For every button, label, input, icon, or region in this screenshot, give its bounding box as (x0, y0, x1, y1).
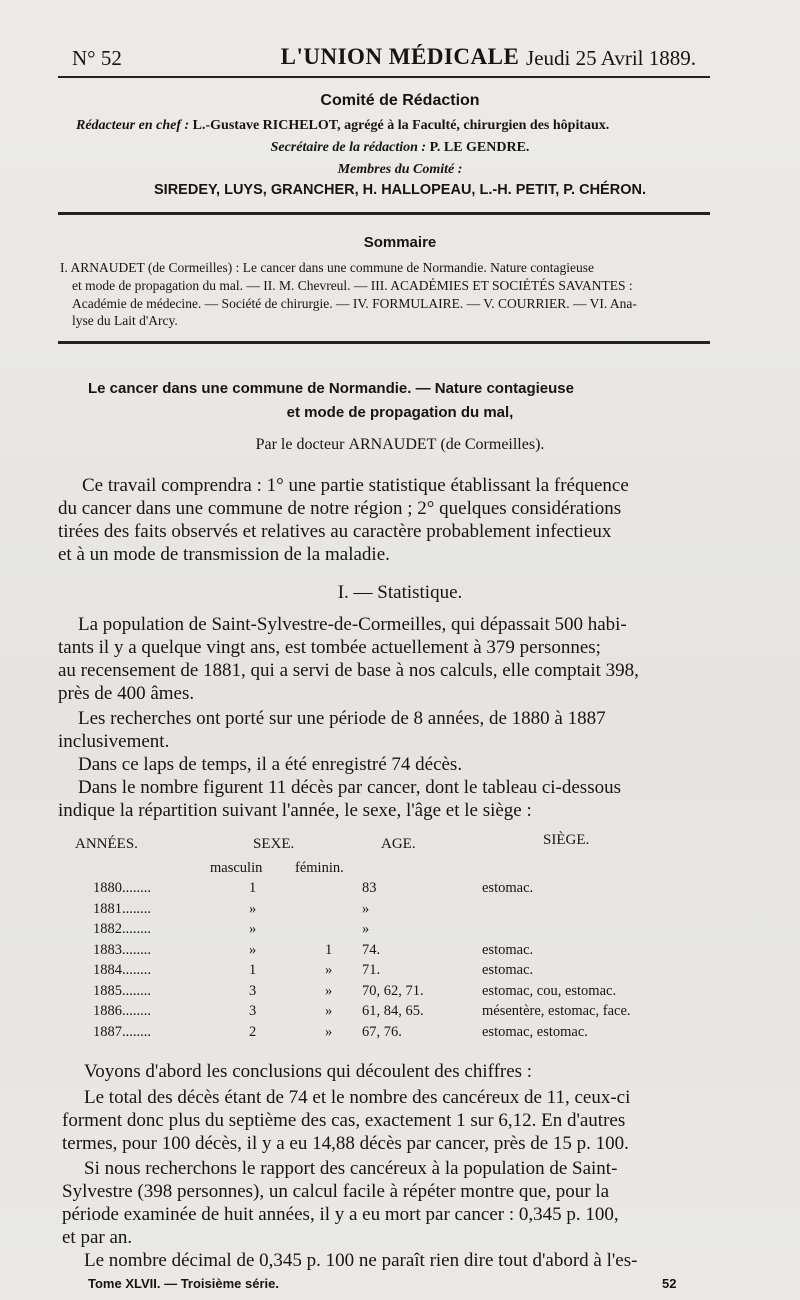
table-cell-male: 3 (249, 983, 257, 999)
paragraph-line: forment donc plus du septième des cas, exactement 1 sur 6,12. En d'autres (62, 1110, 626, 1131)
table-cell-siege: estomac. (482, 880, 534, 896)
table-header-age: AGE. (381, 836, 416, 852)
paragraph-line: période examinée de huit années, il y a eu mort par cancer : 0,345 p. 100, (62, 1204, 619, 1225)
author-name: ARNAUDET (348, 436, 437, 453)
table-cell-age: 67, 76. (362, 1024, 402, 1040)
members-label: Membres du Comité : (337, 162, 463, 177)
article-author (0, 436, 800, 454)
table-cell-male: 1 (249, 962, 257, 978)
paragraph-line: indique la répartition suivant l'année, le sexe, l'âge et le siège : (58, 800, 532, 821)
table-cell-year: 1883........ (93, 942, 151, 958)
table-cell-male: 2 (249, 1024, 257, 1040)
table-cell-age: 71. (362, 962, 381, 978)
table-cell-year: 1887........ (93, 1024, 151, 1040)
paragraph-line: termes, pour 100 décès, il y a eu 14,88 décès par cancer, près de 15 p. 100. (62, 1133, 629, 1154)
table-header-year: ANNÉES. (75, 836, 138, 852)
secretary-name: P. LE GENDRE. (429, 140, 530, 155)
article-title-line: Le cancer dans une commune de Normandie. — Nature contagieuse (88, 380, 574, 397)
table-cell-male: 3 (249, 1003, 257, 1019)
table-cell-year: 1880........ (93, 880, 151, 896)
table-cell-female: » (325, 1003, 333, 1019)
paragraph-line: Le total des décès étant de 74 et le nombre des cancéreux de 11, ceux-ci (84, 1087, 631, 1108)
section-heading (0, 582, 800, 604)
table-cell-siege: estomac, cou, estomac. (482, 983, 617, 999)
paragraph-line: et à un mode de transmission de la maladie. (58, 544, 390, 565)
table-cell-siege: mésentère, estomac, face. (482, 1003, 631, 1019)
footer-page-number: 52 (662, 1276, 677, 1291)
paragraph-line: tirées des faits observés et relatives au caractère probablement infectieux (58, 521, 612, 542)
committee-rule (58, 212, 710, 215)
sommaire-line: I. ARNAUDET (de Cormeilles) : Le cancer dans une commune de Normandie. Nature contagieuse (60, 260, 594, 275)
paragraph-line: inclusivement. (58, 731, 170, 752)
paragraph-line: Voyons d'abord les conclusions qui découlent des chiffres : (84, 1061, 533, 1082)
sommaire-line: et mode de propagation du mal. — II. M. Chevreul. — III. ACADÉMIES ET SOCIÉTÉS SAVANTES : (72, 278, 633, 293)
author-suffix: (de Cormeilles). (440, 436, 545, 453)
table-header-sex: SEXE. (253, 836, 295, 852)
table-cell-female: 1 (325, 942, 333, 958)
table-cell-male: 1 (249, 880, 257, 896)
table-cell-siege: estomac. (482, 962, 534, 978)
table-cell-age: 83 (362, 880, 377, 896)
section-heading-text: I. — Statistique. (337, 582, 463, 603)
sommaire-line: lyse du Lait d'Arcy. (72, 313, 178, 328)
table-cell-male: » (249, 942, 257, 958)
table-subheader-female: féminin. (295, 860, 344, 876)
footer-tome: Tome XLVII. — Troisième série. (88, 1276, 279, 1291)
paragraph-line: La population de Saint-Sylvestre-de-Cormeilles, qui dépassait 500 habi- (78, 614, 627, 635)
table-subheader-male: masculin (210, 860, 263, 876)
table-cell-age: 70, 62, 71. (362, 983, 424, 999)
table-cell-year: 1885........ (93, 983, 151, 999)
journal-title: L'UNION MÉDICALE (280, 44, 520, 69)
secretary-line (0, 140, 800, 156)
author-prefix: Par le docteur (255, 436, 345, 453)
table-cell-year: 1884........ (93, 962, 151, 978)
table-cell-year: 1882........ (93, 921, 151, 937)
paragraph-line: Les recherches ont porté sur une période de 8 années, de 1880 à 1887 (78, 708, 606, 729)
paragraph-line: tants il y a quelque vingt ans, est tombée actuellement à 379 personnes; (58, 637, 601, 658)
paragraph-line: Le nombre décimal de 0,345 p. 100 ne paraît rien dire tout d'abord à l'es- (84, 1250, 638, 1271)
issue-number: N° 52 (72, 46, 122, 70)
header-rule (58, 76, 710, 78)
table-cell-year: 1881........ (93, 901, 151, 917)
table-cell-age: 61, 84, 65. (362, 1003, 424, 1019)
article-title-line: et mode de propagation du mal, (286, 404, 514, 421)
issue-date: Jeudi 25 Avril 1889. (526, 46, 696, 70)
table-cell-age: » (362, 901, 370, 917)
table-cell-siege: estomac. (482, 942, 534, 958)
paragraph-line: du cancer dans une commune de notre région ; 2° quelques considérations (58, 498, 622, 519)
table-cell-female: » (325, 1024, 333, 1040)
paragraph-line: Si nous recherchons le rapport des cancéreux à la population de Saint- (84, 1158, 618, 1179)
committee-title: Comité de Rédaction (320, 92, 480, 109)
paragraph-line: au recensement de 1881, qui a servi de base à nos calculs, elle comptait 398, (58, 660, 639, 681)
table-header-siege: SIÈGE. (543, 832, 590, 848)
table-cell-year: 1886........ (93, 1003, 151, 1019)
paragraph-line: et par an. (62, 1227, 133, 1248)
paragraph-line: près de 400 âmes. (58, 683, 195, 704)
members-list: SIREDEY, LUYS, GRANCHER, H. HALLOPEAU, L.-H. PETIT, P. CHÉRON. (154, 182, 646, 198)
table-cell-age: » (362, 921, 370, 937)
table-cell-male: » (249, 901, 257, 917)
paragraph-line: Dans ce laps de temps, il a été enregistré 74 décès. (78, 754, 463, 775)
table-cell-female: » (325, 962, 333, 978)
chief-name: L.-Gustave RICHELOT, agrégé à la Faculté, chirurgien des hôpitaux. (192, 118, 610, 133)
table-cell-age: 74. (362, 942, 381, 958)
sommaire-line: Académie de médecine. — Société de chirurgie. — IV. FORMULAIRE. — V. COURRIER. — VI. Ana- (72, 296, 637, 311)
table-cell-female: » (325, 983, 333, 999)
paragraph-line: Ce travail comprendra : 1° une partie statistique établissant la fréquence (82, 475, 629, 496)
paragraph-line: Dans le nombre figurent 11 décès par cancer, dont le tableau ci-dessous (78, 777, 621, 798)
sommaire-title: Sommaire (363, 234, 437, 251)
chief-editor-line (76, 118, 609, 134)
paragraph-line: Sylvestre (398 personnes), un calcul facile à répéter montre que, pour la (62, 1181, 610, 1202)
table-cell-male: » (249, 921, 257, 937)
secretary-label: Secrétaire de la rédaction : (270, 140, 427, 155)
table-cell-siege: estomac, estomac. (482, 1024, 588, 1040)
chief-label: Rédacteur en chef : (76, 118, 190, 133)
sommaire-rule (58, 341, 710, 344)
